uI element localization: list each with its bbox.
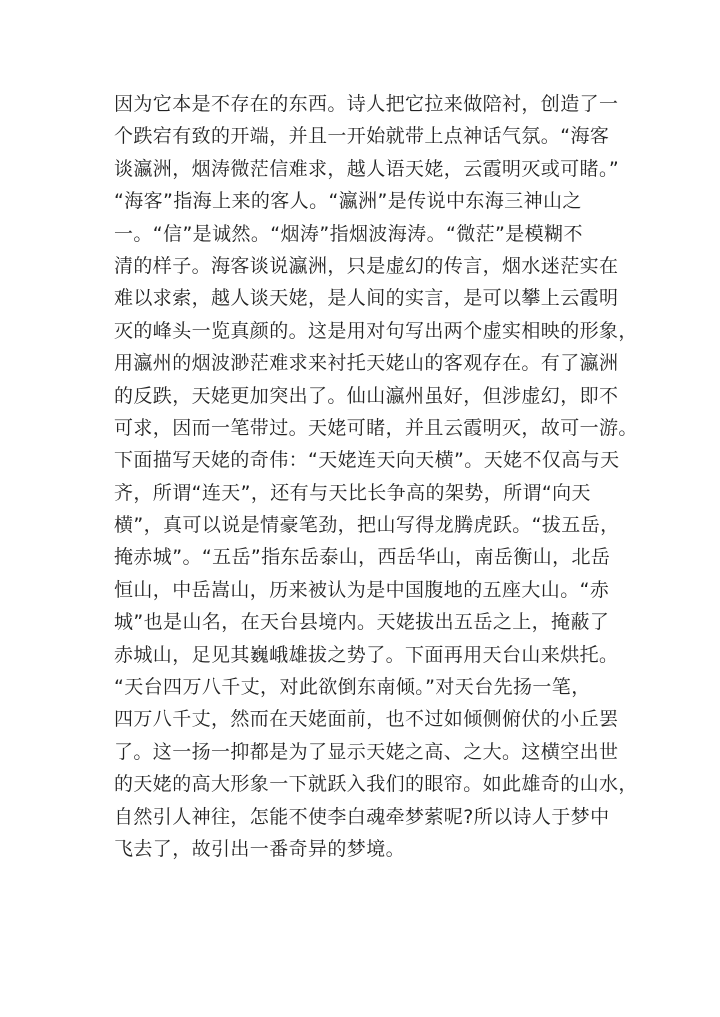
text-line: 可求，因而一笔带过。天姥可睹，并且云霞明灭，故可一游。 — [114, 416, 638, 439]
text-line: 灭的峰头一览真颜的。这是用对句写出两个虚实相映的形象， — [114, 319, 638, 342]
text-line: “海客”指海上来的客人。“瀛洲”是传说中东海三神山之 — [114, 190, 582, 213]
text-line: 飞去了，故引出一番奇异的梦境。 — [114, 837, 406, 860]
text-line: 因为它本是不存在的东西。诗人把它拉来做陪衬，创造了一 — [114, 93, 619, 115]
text-line: 难以求索，越人谈天姥，是人间的实言，是可以攀上云霞明 — [114, 287, 619, 310]
text-line: 四万八千丈，然而在天姥面前，也不过如倾侧俯伏的小丘罢 — [114, 708, 619, 731]
text-line: 了。这一扬一抑都是为了显示天姥之高、之大。这横空出世 — [114, 740, 619, 763]
text-line: 个跌宕有致的开端，并且一开始就带上点神话气氛。“海客 — [114, 125, 610, 148]
text-line: 谈瀛洲，烟涛微茫信难求，越人语天姥，云霞明灭或可睹。” — [114, 157, 620, 180]
text-line: 的天姥的高大形象一下就跃入我们的眼帘。如此雄奇的山水， — [114, 773, 638, 796]
text-line: 用瀛州的烟波渺茫难求来衬托天姥山的客观存在。有了瀛洲 — [114, 352, 619, 375]
text-line: 自然引人神往，怎能不使李白魂牵梦萦呢?所以诗人于梦中 — [114, 805, 610, 828]
text-line: 清的样子。海客谈说瀛洲，只是虚幻的传言，烟水迷茫实在 — [114, 254, 619, 277]
text-line: 齐，所谓“连天”，还有与天比长争高的架势，所谓“向天 — [114, 481, 591, 504]
text-line: “天台四万八千丈，对此欲倒东南倾。”对天台先扬一笔， — [114, 676, 591, 699]
text-line: 横”，真可以说是情豪笔劲，把山写得龙腾虎跃。“拔五岳， — [114, 514, 620, 537]
text-line: 一。“信”是诚然。“烟涛”指烟波海涛。“微茫”是模糊不 — [114, 222, 583, 245]
text-line: 的反跌，天姥更加突出了。仙山瀛州虽好，但涉虚幻，即不 — [114, 384, 619, 407]
text-line: 恒山，中岳嵩山，历来被认为是中国腹地的五座大山。“赤 — [114, 578, 610, 601]
text-line: 下面描写天姥的奇伟：“天姥连天向天横”。天姥不仅高与天 — [114, 449, 620, 472]
body-text — [114, 88, 638, 865]
text-line: 赤城山，足见其巍峨雄拔之势了。下面再用天台山来烘托。 — [114, 643, 619, 666]
text-line: 城”也是山名，在天台县境内。天姥拔出五岳之上，掩蔽了 — [114, 611, 610, 634]
text-line: 掩赤城”。“五岳”指东岳泰山，西岳华山，南岳衡山，北岳 — [114, 546, 611, 569]
